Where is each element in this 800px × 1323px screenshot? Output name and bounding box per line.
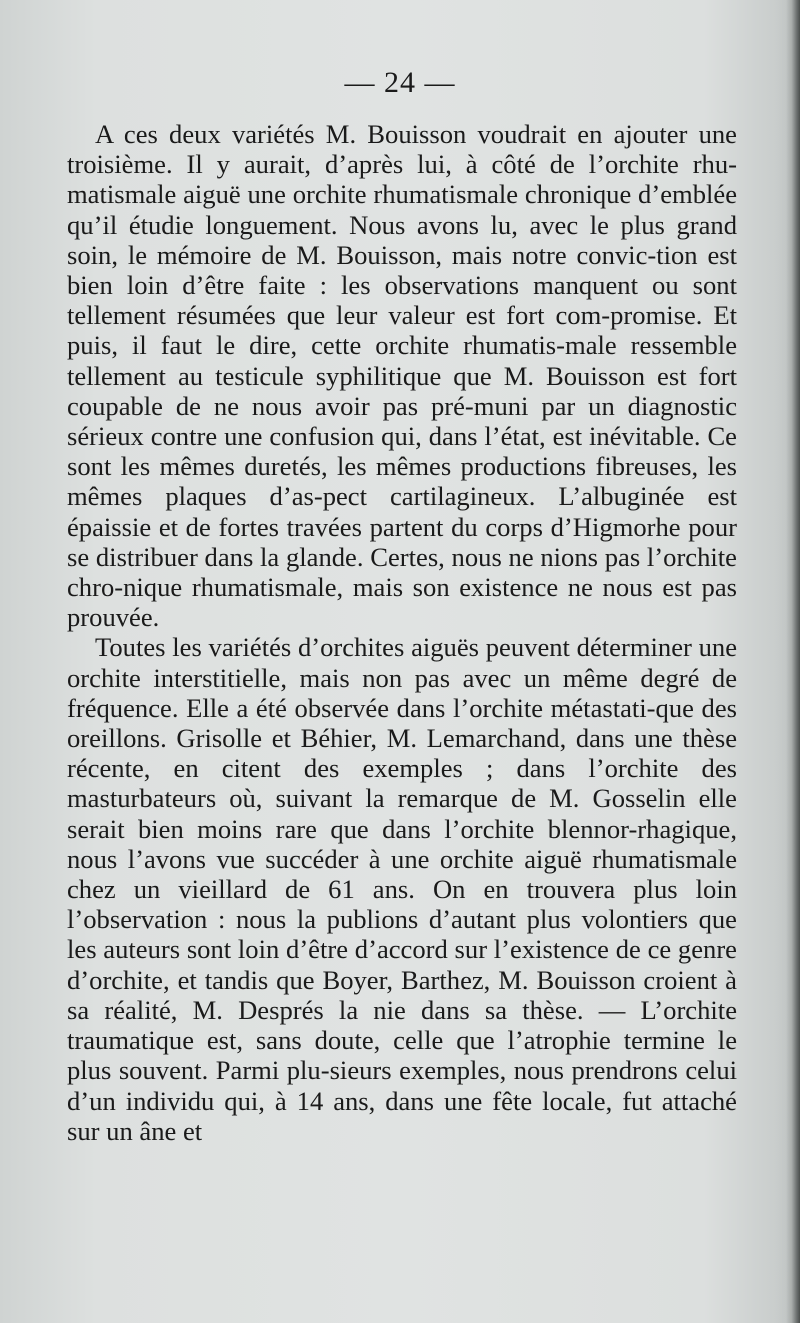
paragraph-1: A ces deux variétés M. Bouisson voudrait en ajouter une troisième. Il y aurait, d’après lui, à côté de l’orchite rhu-matismale aiguë une orchite rhumatismale chronique d’emblée qu’il étudie longuement. Nous avons lu, avec le plus grand soin, le mémoire de M. Bouisson, mais notre convic-tion est bien loin d’être faite : les observations manquent ou sont tellement résumées que leur valeur est fort com-promise. Et puis, il faut le dire, cette orchite rhumatis-male ressemble tellement au testicule syphilitique que M. Bouisson est fort coupable de ne nous avoir pas pré-muni par un diagnostic sérieux contre une confusion qui, dans l’état, est inévitable. Ce sont les mêmes duretés, les mêmes productions fibreuses, les mêmes plaques d’as-pect cartilagineux. L’albuginée est épaissie et de fortes travées partent du corps d’Higmorhe pour se distribuer dans la glande. Certes, nous ne nions pas l’orchite chro-nique rhumatismale, mais son existence ne nous est pas prouvée. (67, 119, 737, 633)
paragraph-2: Toutes les variétés d’orchites aiguës peuvent déterminer une orchite interstitielle, mais non pas avec un même degré de fréquence. Elle a été observée dans l’orchite métastati-que des oreillons. Grisolle et Béhier, M. Lemarchand, dans une thèse récente, en citent des exemples ; dans l’orchite des masturbateurs où, suivant la remarque de M. Gosselin elle serait bien moins rare que dans l’orchite blennor-rhagique, nous l’avons vue succéder à une orchite aiguë rhumatismale chez un vieillard de 61 ans. On en trouvera plus loin l’observation : nous la publions d’autant plus volontiers que les auteurs sont loin d’être d’accord sur l’existence de ce genre d’orchite, et tandis que Boyer, Barthez, M. Bouisson croient à sa réalité, M. Després la nie dans sa thèse. — L’orchite traumatique est, sans doute, celle que l’atrophie termine le plus souvent. Parmi plu-sieurs exemples, nous prendrons celui d’un individu qui, à 14 ans, dans une fête locale, fut attaché sur un âne et (67, 632, 737, 1146)
body-text (67, 119, 737, 1146)
page-edge-shadow (786, 0, 800, 1323)
page-number: — 24 — (344, 66, 456, 99)
